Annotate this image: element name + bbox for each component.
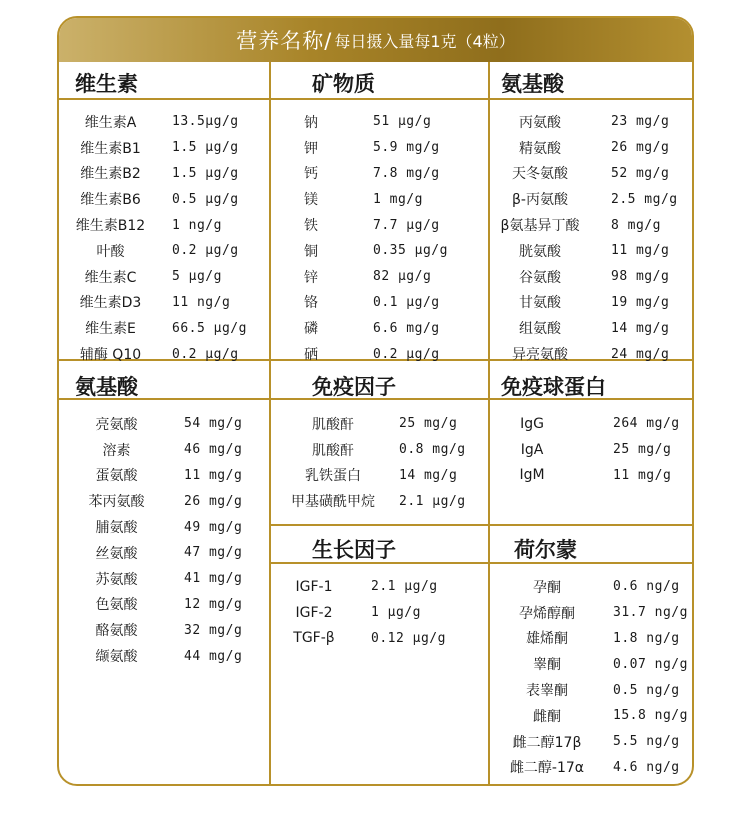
- nutrient-value: 12 mg/g: [184, 596, 243, 612]
- nutrient-name: 肌酸酐: [312, 442, 354, 459]
- nutrient-row: [273, 212, 503, 238]
- nutrient-name: IgM: [519, 467, 545, 484]
- nutrient-name: 孕酮: [533, 579, 561, 596]
- nutrient-name: 丝氨酸: [95, 545, 138, 562]
- nutrient-row: [491, 600, 694, 626]
- nutrient-name: 钙: [304, 166, 318, 183]
- nutrient-row: [491, 729, 694, 755]
- nutrient-row: [63, 186, 282, 212]
- nutrient-value: 6.6 mg/g: [373, 320, 440, 336]
- nutrient-value: 82 μg/g: [373, 269, 432, 285]
- nutrient-name: 亮氨酸: [95, 416, 138, 433]
- nutrient-name: 铁: [304, 218, 318, 235]
- nutrient-name: 溶素: [102, 442, 131, 459]
- nutrient-name: 维生素D3: [79, 295, 142, 312]
- nutrient-row: [63, 643, 284, 669]
- nutrient-name: 苯丙氨酸: [88, 494, 145, 511]
- nutrient-value: 0.5 μg/g: [172, 191, 239, 207]
- nutrient-name: 磷: [304, 321, 318, 338]
- nutrient-value: 0.12 μg/g: [371, 630, 446, 646]
- nutrient-value: 41 mg/g: [184, 571, 243, 587]
- nutrient-row: [273, 238, 503, 264]
- amino-acids-1-list: [491, 109, 694, 367]
- nutrient-value: 4.6 ng/g: [613, 759, 680, 775]
- nutrient-value: 0.6 ng/g: [613, 579, 680, 595]
- nutrient-value: 47 mg/g: [184, 545, 243, 561]
- nutrient-name: 维生素E: [85, 321, 136, 338]
- nutrient-value: 24 mg/g: [611, 346, 670, 362]
- nutrient-name: 组氨酸: [519, 321, 561, 338]
- vitamins-list: [63, 109, 282, 367]
- nutrient-row: [273, 411, 499, 437]
- nutrient-row: [491, 703, 694, 729]
- nutrient-name: 缬氨酸: [95, 649, 138, 666]
- nutrient-value: 0.07 ng/g: [613, 656, 688, 672]
- nutrient-value: 52 mg/g: [611, 165, 670, 181]
- nutrient-name: 异亮氨酸: [512, 347, 568, 364]
- minerals-list: [273, 109, 503, 367]
- nutrient-name: 维生素B1: [80, 140, 141, 157]
- nutrient-row: [491, 463, 694, 489]
- nutrient-value: 66.5 μg/g: [172, 320, 247, 336]
- nutrient-name: 肌酸酐: [312, 416, 354, 433]
- nutrient-name: 维生素A: [84, 114, 137, 131]
- nutrient-row: [491, 238, 694, 264]
- nutrient-row: [63, 411, 284, 437]
- nutrient-name: 表睾酮: [526, 683, 568, 700]
- nutrient-row: [63, 264, 282, 290]
- nutrient-value: 11 mg/g: [613, 467, 672, 483]
- nutrient-value: 32 mg/g: [184, 622, 243, 638]
- nutrient-row: [491, 574, 694, 600]
- nutrient-name: TGF-β: [293, 630, 335, 647]
- nutrient-name: 谷氨酸: [519, 269, 561, 286]
- header-subtitle: 每日摄入量每1克（4粒）: [334, 31, 515, 51]
- nutrient-value: 23 mg/g: [611, 114, 670, 130]
- nutrition-card: [57, 16, 694, 786]
- nutrient-row: [273, 290, 503, 316]
- nutrient-row: [273, 264, 503, 290]
- immunoglobulin-list: [491, 411, 694, 488]
- nutrient-row: [63, 514, 284, 540]
- section-title-minerals: 矿物质: [312, 72, 375, 96]
- nutrient-value: 0.35 μg/g: [373, 243, 448, 259]
- nutrient-value: 0.8 mg/g: [399, 442, 466, 458]
- nutrient-name: 苏氨酸: [95, 571, 138, 588]
- nutrient-row: [63, 437, 284, 463]
- nutrient-name: 胱氨酸: [519, 243, 561, 260]
- nutrient-value: 7.7 μg/g: [373, 217, 440, 233]
- nutrient-row: [273, 437, 499, 463]
- nutrient-value: 46 mg/g: [184, 442, 243, 458]
- nutrient-value: 0.2 μg/g: [373, 346, 440, 362]
- nutrient-value: 26 mg/g: [184, 493, 243, 509]
- section-title-immunoglobulin: 免疫球蛋白: [501, 375, 606, 399]
- nutrient-row: [491, 315, 694, 341]
- nutrient-name: 甲基磺酰甲烷: [291, 494, 375, 511]
- section-title-growth-factors: 生长因子: [312, 538, 396, 562]
- nutrient-name: 甘氨酸: [519, 295, 561, 312]
- nutrient-value: 25 mg/g: [399, 416, 458, 432]
- nutrient-name: 雌酮: [533, 708, 561, 725]
- nutrient-name: 维生素B6: [80, 192, 141, 209]
- nutrient-value: 0.2 μg/g: [172, 243, 239, 259]
- nutrient-name: 镁: [304, 192, 318, 209]
- nutrient-value: 15.8 ng/g: [613, 708, 688, 724]
- nutrient-row: [63, 592, 284, 618]
- nutrient-name: 钾: [304, 140, 318, 157]
- nutrient-name: 维生素C: [84, 269, 137, 286]
- nutrient-row: [273, 341, 503, 367]
- nutrient-row: [491, 264, 694, 290]
- nutrient-name: 精氨酸: [519, 140, 561, 157]
- amino-acids-2-list: [63, 411, 284, 669]
- nutrient-name: 辅酶 Q10: [79, 347, 142, 364]
- nutrient-row: [491, 212, 694, 238]
- nutrient-row: [63, 238, 282, 264]
- section-title-vitamins: 维生素: [75, 72, 138, 96]
- nutrient-row: [63, 566, 284, 592]
- nutrient-row: [491, 161, 694, 187]
- nutrient-row: [273, 161, 503, 187]
- nutrient-value: 1.5 μg/g: [172, 140, 239, 156]
- nutrient-row: [63, 341, 282, 367]
- nutrient-value: 264 mg/g: [613, 416, 680, 432]
- nutrient-row: [273, 315, 503, 341]
- nutrient-name: 铬: [304, 295, 318, 312]
- nutrient-row: [273, 574, 491, 600]
- nutrient-value: 26 mg/g: [611, 140, 670, 156]
- nutrient-value: 5.5 ng/g: [613, 734, 680, 750]
- nutrient-value: 0.1 μg/g: [373, 294, 440, 310]
- nutrient-value: 14 mg/g: [611, 320, 670, 336]
- header-title: 营养名称/: [236, 29, 333, 53]
- nutrient-value: 49 mg/g: [184, 519, 243, 535]
- nutrient-value: 1 ng/g: [172, 217, 222, 233]
- nutrient-name: 雌二醇-17α: [509, 760, 585, 777]
- section-title-amino-acids-2: 氨基酸: [75, 375, 138, 399]
- nutrient-name: 硒: [304, 347, 318, 364]
- nutrient-row: [491, 677, 694, 703]
- nutrient-name: 丙氨酸: [519, 114, 561, 131]
- nutrient-row: [63, 109, 282, 135]
- nutrient-row: [63, 463, 284, 489]
- nutrient-row: [491, 135, 694, 161]
- nutrient-value: 2.5 mg/g: [611, 191, 678, 207]
- nutrient-row: [491, 186, 694, 212]
- nutrient-value: 11 mg/g: [184, 467, 243, 483]
- nutrient-name: 叶酸: [96, 243, 125, 260]
- nutrient-row: [491, 341, 694, 367]
- nutrient-row: [273, 488, 499, 514]
- nutrient-name: 蛋氨酸: [95, 468, 138, 485]
- immune-factors-list: [273, 411, 499, 514]
- nutrient-name: 天冬氨酸: [512, 166, 568, 183]
- nutrient-value: 51 μg/g: [373, 114, 432, 130]
- nutrient-name: 雌二醇17β: [512, 734, 582, 751]
- section-title-immune-factors: 免疫因子: [312, 375, 396, 399]
- nutrient-row: [491, 651, 694, 677]
- nutrient-name: β氨基异丁酸: [500, 218, 580, 235]
- nutrient-value: 5.9 mg/g: [373, 140, 440, 156]
- nutrient-row: [63, 315, 282, 341]
- nutrient-row: [63, 540, 284, 566]
- nutrient-name: 维生素B2: [80, 166, 141, 183]
- nutrient-value: 8 mg/g: [611, 217, 661, 233]
- nutrient-name: 乳铁蛋白: [305, 468, 361, 485]
- nutrient-name: 雄烯酮: [526, 631, 568, 648]
- nutrient-value: 13.5μg/g: [172, 114, 239, 130]
- nutrient-row: [491, 755, 694, 781]
- nutrient-row: [273, 186, 503, 212]
- nutrient-name: 脯氨酸: [95, 520, 138, 537]
- nutrient-name: 睾酮: [533, 657, 561, 674]
- nutrient-name: IGF-1: [295, 578, 333, 595]
- nutrient-name: β-丙氨酸: [512, 192, 568, 209]
- nutrient-row: [273, 135, 503, 161]
- nutrient-value: 14 mg/g: [399, 467, 458, 483]
- nutrient-value: 11 mg/g: [611, 243, 670, 259]
- nutrient-name: IgG: [520, 415, 544, 432]
- divider-under-titles-1: [59, 98, 694, 100]
- nutrient-value: 0.2 μg/g: [172, 346, 239, 362]
- nutrient-value: 5 μg/g: [172, 269, 222, 285]
- divider-lower-right: [269, 524, 694, 526]
- nutrient-row: [273, 463, 499, 489]
- nutrient-value: 31.7 ng/g: [613, 605, 688, 621]
- hormones-list: [491, 574, 694, 780]
- nutrient-value: 25 mg/g: [613, 442, 672, 458]
- nutrient-value: 2.1 μg/g: [371, 579, 438, 595]
- nutrient-value: 1.5 μg/g: [172, 165, 239, 181]
- nutrient-name: IgA: [520, 441, 544, 458]
- growth-factors-list: [273, 574, 491, 651]
- nutrient-name: 色氨酸: [95, 597, 138, 614]
- nutrient-name: 锌: [304, 269, 318, 286]
- nutrient-value: 11 ng/g: [172, 294, 231, 310]
- nutrient-value: 54 mg/g: [184, 416, 243, 432]
- nutrient-value: 1.8 ng/g: [613, 630, 680, 646]
- nutrient-row: [273, 600, 491, 626]
- nutrient-row: [491, 411, 694, 437]
- nutrient-row: [491, 437, 694, 463]
- nutrient-value: 98 mg/g: [611, 269, 670, 285]
- nutrient-row: [63, 212, 282, 238]
- nutrient-value: 19 mg/g: [611, 294, 670, 310]
- nutrient-row: [273, 626, 491, 652]
- nutrient-row: [63, 135, 282, 161]
- header-banner: [59, 18, 692, 62]
- nutrient-name: 酪氨酸: [95, 623, 138, 640]
- section-title-hormones: 荷尔蒙: [514, 538, 577, 562]
- nutrient-value: 0.5 ng/g: [613, 682, 680, 698]
- nutrient-name: 孕烯醇酮: [519, 605, 575, 622]
- nutrient-row: [63, 290, 282, 316]
- nutrient-row: [273, 109, 503, 135]
- nutrient-name: 铜: [304, 243, 318, 260]
- nutrient-row: [63, 161, 282, 187]
- nutrient-value: 44 mg/g: [184, 648, 243, 664]
- nutrient-value: 1 mg/g: [373, 191, 423, 207]
- nutrient-row: [63, 617, 284, 643]
- nutrient-row: [491, 290, 694, 316]
- nutrient-row: [63, 488, 284, 514]
- nutrient-name: 钠: [304, 114, 318, 131]
- nutrient-row: [491, 626, 694, 652]
- nutrient-value: 1 μg/g: [371, 605, 421, 621]
- nutrient-row: [491, 109, 694, 135]
- nutrient-name: IGF-2: [295, 604, 333, 621]
- nutrient-value: 2.1 μg/g: [399, 493, 466, 509]
- nutrient-value: 7.8 mg/g: [373, 165, 440, 181]
- nutrient-name: 维生素B12: [75, 218, 146, 235]
- section-title-amino-acids-1: 氨基酸: [501, 72, 564, 96]
